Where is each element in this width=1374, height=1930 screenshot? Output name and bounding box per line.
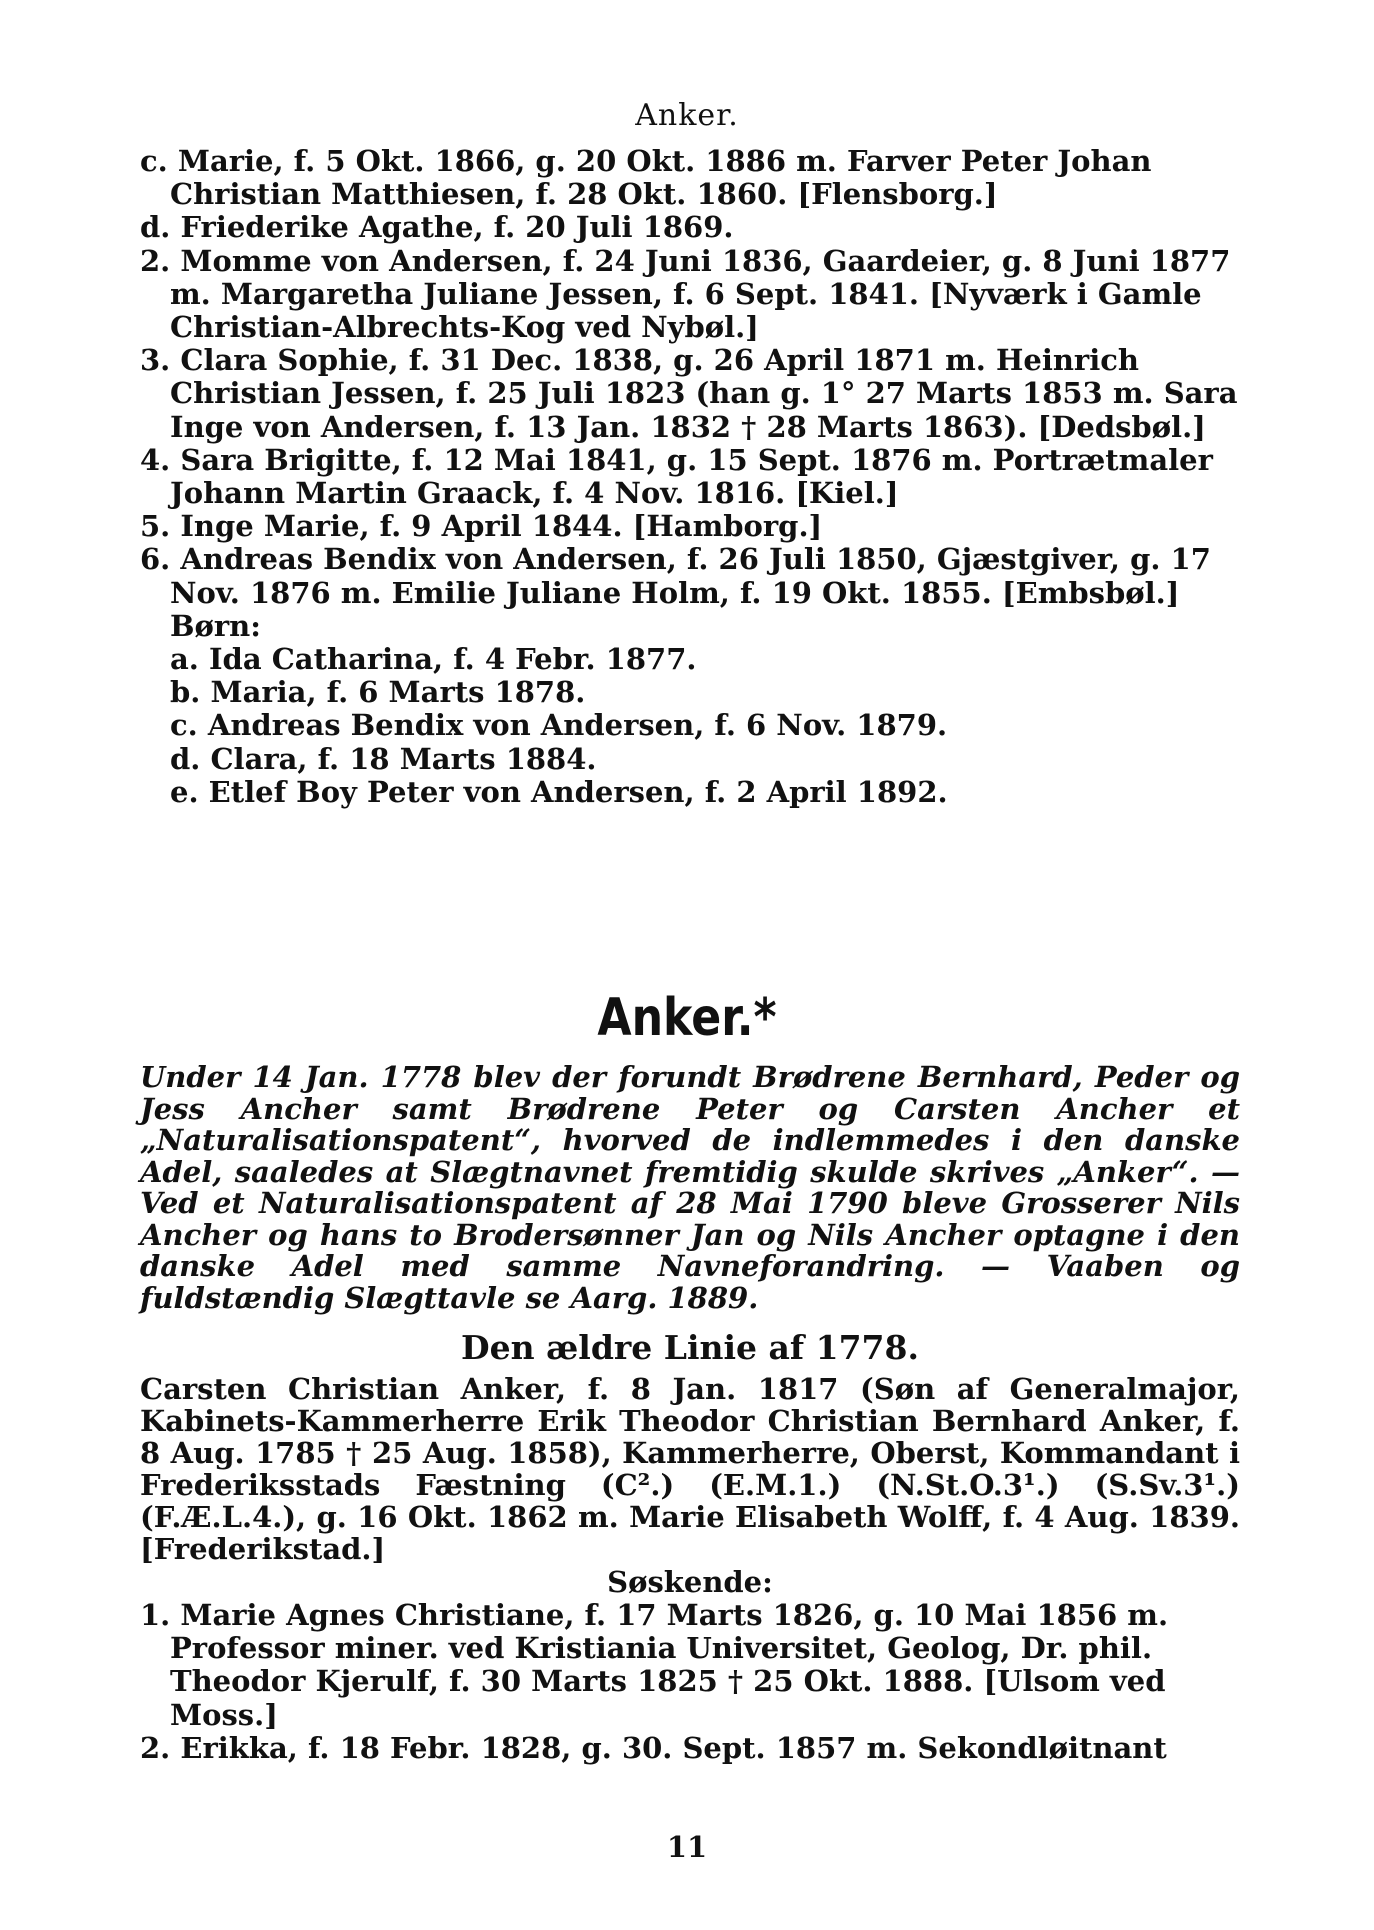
main-entry-carsten: Carsten Christian Anker, f. 8 Jan. 1817 (Søn af Generalmajor, Kabinets-Kammerherre Erik Theodor Christian Bernhard Anker, f. 8 Aug. 1785 † 25 Aug. 1858), Kammerherre, Oberst, Kommandant i Frederiksstads Fæstning (C².) (E.M.1.) (N.St.O.3¹.) (S.Sv.3¹.) (F.Æ.L.4.), g. 16 Okt. 1862 m. Marie Elisabeth Wolff, f. 4 Aug. 1839. [Frederikstad.]	[140, 1372, 1240, 1566]
child-c-andreas: c. Andreas Bendix von Andersen, f. 6 Nov. 1879.	[170, 708, 948, 743]
child-a-ida: a. Ida Catharina, f. 4 Febr. 1877.	[170, 642, 697, 677]
running-head: Anker.	[635, 98, 739, 133]
entry-c-marie: c. Marie, f. 5 Okt. 1866, g. 20 Okt. 1886 m. Farver Peter Johan Christian Matthiesen, f. 28 Okt. 1860. [Flensborg.]	[140, 144, 1152, 212]
sibling-1-marie: 1. Marie Agnes Christiane, f. 17 Marts 1826, g. 10 Mai 1856 m. Professor miner. ved Kristiania Universitet, Geolog, Dr. phil. Theodor Kjerulf, f. 30 Marts 1825 † 25 Okt. 1888. [Ulsom ved Moss.]	[140, 1598, 1169, 1732]
child-d-clara: d. Clara, f. 18 Marts 1884.	[170, 741, 597, 776]
entry-6-andreas: 6. Andreas Bendix von Andersen, f. 26 Juli 1850, Gjæstgiver, g. 17 Nov. 1876 m. Emilie Juliane Holm, f. 19 Okt. 1855. [Embsbøl.] Børn:	[140, 542, 1211, 643]
intro-paragraph: Under 14 Jan. 1778 blev der forundt Brødrene Bernhard, Peder og Jess Ancher samt Brødrene Peter og Carsten Ancher et „Naturalisationspatent“, hvorved de indlemmedes i den danske Adel, saaledes at Slægtnavnet fremtidig skulde skrives „Anker“. — Ved et Naturalisationspatent af 28 Mai 1790 bleve Grosserer Nils Ancher og hans to Brodersønner Jan og Nils Ancher optagne i den danske Adel med samme Navneforandring. — Vaaben og fuldstændig Slægttavle se Aarg. 1889.	[140, 1060, 1240, 1315]
child-b-maria: b. Maria, f. 6 Marts 1878.	[170, 675, 586, 710]
page-number: 11	[666, 1830, 708, 1864]
sibling-2-erikka: 2. Erikka, f. 18 Febr. 1828, g. 30. Sept. 1857 m. Sekondløitnant	[140, 1730, 1167, 1765]
genealogy-list-top	[140, 145, 1240, 809]
siblings-heading: Søskende:	[607, 1565, 773, 1599]
subsection-title: Den ældre Linie af 1778.	[461, 1328, 919, 1367]
entry-5-inge: 5. Inge Marie, f. 9 April 1844. [Hamborg.]	[140, 509, 823, 544]
entry-4-sara: 4. Sara Brigitte, f. 12 Mai 1841, g. 15 Sept. 1876 m. Portrætmaler Johann Martin Graack, f. 4 Nov. 1816. [Kiel.]	[140, 442, 1213, 511]
entry-2-momme: 2. Momme von Andersen, f. 24 Juni 1836, Gaardeier, g. 8 Juni 1877 m. Margaretha Juliane Jessen, f. 6 Sept. 1841. [Nyværk i Gamle Christian-Albrechts-Kog ved Nybøl.]	[140, 243, 1231, 345]
section-body	[140, 1062, 1240, 1765]
child-e-etlef: e. Etlef Boy Peter von Andersen, f. 2 April 1892.	[170, 774, 948, 809]
entry-3-clara: 3. Clara Sophie, f. 31 Dec. 1838, g. 26 April 1871 m. Heinrich Christian Jessen, f. 25 Juli 1823 (han g. 1° 27 Marts 1853 m. Sara Inge von Andersen, f. 13 Jan. 1832 † 28 Marts 1863). [Dedsbøl.]	[140, 343, 1238, 444]
section-title: Anker.*	[597, 988, 777, 1048]
entry-d-friederike: d. Friederike Agathe, f. 20 Juli 1869.	[140, 210, 734, 245]
